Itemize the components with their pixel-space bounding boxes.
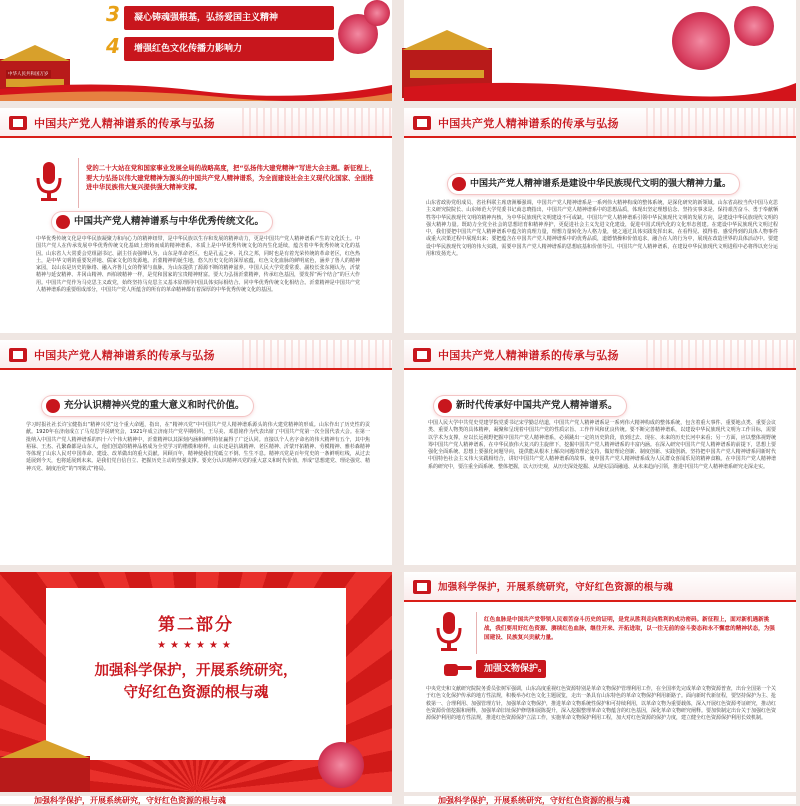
slide-header [404,340,796,370]
section-title-line: 加强科学保护，开展系统研究， [94,663,298,679]
strip-title: 加强科学保护，开展系统研究，守好红色资源的根与魂 [438,796,630,805]
slide-intro-right[interactable] [404,0,796,101]
subheading-badge [42,396,253,416]
party-building-icon [412,115,432,131]
header-pattern [242,108,392,136]
lead-paragraph: 党的二十大站在党和国家事业发展全局的战略高度，把“弘扬伟大建党精神”写进大会主题。新征程上，要大力弘扬以伟大建党精神为源头的中国共产党人精神谱系，为全面建设社会主义现代化国家、全面推进中华民族伟大复兴提供强大精神支撑。 [86,164,376,192]
slide-spirit-strengthens-party[interactable] [0,340,392,565]
subheading-badge [448,174,739,194]
section-title-line: 守好红色资源的根与魂 [123,685,269,701]
slide-header [404,572,796,602]
party-building-icon [412,579,432,595]
pointing-hand-icon [444,660,472,678]
red-wave-decoration [404,77,796,101]
subheading-text: 中国共产党人精神谱系与中华优秀传统文化。 [74,216,265,227]
star-row: ★★★★★★ [157,640,235,651]
body-paragraph: 山东省政协党组成员、省社科联主席唐洲雁强调，中国共产党人精神谱系是一系列伟大精神构成的整体系统，是深化研究的新领域。山东省高校当代中国马克思主义研究院院长、山东师范大学党委书记商志晓指出，中国共产党人精神谱系中的思想品质，体现出坚定理想信念、坚持实事求是、保持艰苦奋斗、勇于奉献牺牲等中华民族现代文明的精神内核，为中华民族现代文明建设不可或缺。中国共产党人精神谱系引领中华民族现代文明的发展方向，是建设中华民族现代文明的强大精神力量。既助力全党全社会的思想培育和精神养护，更促进社会主义先进文化建设，促进中国式现代化的文化形态创建。在建设中华民族现代文明过程中，我们要把中国共产党人精神谱系中蕴含的真理力量，理想力量转化为人格力量，使之通过具体实践发挥出来。在看得见、摸得着、感受得到的具体人物事件或重大决策过程中展现出来；要把蕴含在中国共产党人精神谱系中的优秀品质，道德情操和价值追求，融合在人的行为中，展现在改造世界的具体活动中。要建设中华民族现代文明的伟大实践，需要中国共产党人精神谱系的思想底基和价值导引。中国共产党人精神谱系，在建设中华民族现代文明进程中必将得以充分运用和发扬光大。 [426,200,778,258]
slide-header [0,108,392,138]
slide-header [0,340,392,370]
subheading-text: 中国共产党人精神谱系是建设中华民族现代文明的强大精神力量。 [470,179,732,189]
party-building-icon [8,347,28,363]
divider [78,158,79,208]
gate-illustration [0,732,90,792]
peony-decoration [364,0,390,26]
peony-decoration [318,742,364,788]
red-wave-decoration [0,77,392,101]
party-emblem-icon [46,399,60,413]
slide-title: 中国共产党人精神谱系的传承与弘扬 [34,117,215,130]
slide-new-era-inheritance[interactable] [404,340,796,565]
subheading-banner: 加强文物保护。 [476,660,546,678]
slide-protect-red-resources[interactable] [404,572,796,792]
peony-decoration [672,12,730,70]
microphone-icon [34,160,64,202]
subheading-badge [52,212,272,232]
slide-title: 中国共产党人精神谱系的传承与弘扬 [438,117,619,130]
subheading-badge [434,396,626,416]
slide-strip-right [404,796,796,804]
body-paragraph: 学习时报社社长许宝健指出“精神兴党”这个重大命题，指出，在“精神兴党”中中国共产党人精神谱系源头的伟大建党精神的形成。山东作出了历史性的贡献。1920年在济南成立了马克思学说研究会，1921年成立济南共产党早期组织，王尽美、邓恩铭作为代表出席了中国共产党第一次全国代表大会。在第一批纳入中国共产党人精神谱系的四十六个伟大精神中，沂蒙精神以其深刻内涵和鲜明特征赢得了广泛认同。直接以个人名字命名的伟大精神有五个，其中焦裕禄、王杰、孔繁森都是山东人，他们创造的精神品格成为全党学习的楷模和榜样。山东还是抗战精神、老区精神、沂蒙开拓精神、劳模精神、雅杉森精神等体现了山东人民对中国革命、建设、改革做出的重大贡献。回顾百年，精神使我们党砥立不倒、生生不息。精神兴党是百年党史的一条鲜明红线，从过去延展到今天，也将延展到未来。是我们党自信自立、把握历史主动的坚强支撑。要充分认识精神兴党的重大意义和时代价值，形成“思想建党、理论强党、精神兴党、制度治党”的“四梁式”格局。 [26,422,370,472]
slide-title: 中国共产党人精神谱系的传承与弘扬 [438,349,619,362]
item-pill: 增强红色文化传播力影响力 [124,37,334,61]
slide-spirit-and-culture[interactable] [0,108,392,333]
section-number: 第二部分 [158,615,234,635]
item-pill: 凝心铸魂强根基，弘扬爱国主义精神 [124,6,334,30]
subheading-text: 新时代传承好中国共产党人精神谱系。 [456,400,618,411]
slide-title: 中国共产党人精神谱系的传承与弘扬 [34,349,215,362]
item-number: 3 [106,2,120,26]
body-paragraph: 中华优秀传统文化是中华民族凝聚力和向心力的精神纽带，是中华民族以生存和发展的精神动力，更是中国共产党人精神谱系产生的文化沃土。中国共产党人在传承发展中华优秀传统文化基础上熔铸而成的精神谱系，本质上是中华优秀传统文化的内生化延续，蕴含着中华优秀传统文化的基因。山东省人大常委会党组副书记、副主任丧强峰认为，山东是革命老区，也是孔孟之乡、礼仪之邦，同时也是有着光荣传统的革命老区，红色热土，是中华文明的重要发祥地、儒家文化的发源地。沂蒙精神的诞生地，悠久历史文化的深厚底蕴，红色文化血脉的鲜明底色，涵养了鲁人的精神家园，以山东是历史的脉络、融入齐鲁儿女的脊梁与血脉，为山东提供了源源不断的精神滋养。中国人民大学党委常委、副校长张东刚认为，沂蒙精神与延安精神、井冈山精神、西柏坡精神一样，是党和国家的宝贵精神财富。要大力弘扬沂蒙精神，传承红色基因，要发挥“两个结合”的巨大作用。中国共产党作为马克思主义政党，始终坚持马克思主义基本原理同中国具体实际相结合、同中华优秀传统文化相结合。沂蒙精神是中国共产党人精神谱系的重要组成部分，中国共产党人所蕴含的所有的革命精神都有着深厚的中华优秀传统文化的基因。 [36,236,360,294]
lead-paragraph: 红色血脉是中国共产党带领人民艰苦奋斗历史的证明，是党从胜利走向胜利的成功密码。新征程上，面对新机遇新挑战，我们要用好红色资源、赓续红色血脉，继往开来、开拓进取，以一往无前的奋斗姿态和永不懈怠的精神状态，为强国建设、民族复兴贡献力量。 [484,617,775,641]
slide-spirit-and-civilization[interactable] [404,108,796,333]
slide-section-divider[interactable] [0,572,392,792]
party-emblem-icon [452,177,466,191]
strip-title: 加强科学保护，开展系统研究，守好红色资源的根与魂 [34,796,226,805]
party-emblem-icon [56,215,70,229]
section-card [46,588,346,760]
body-paragraph: 中国人民大学中共党史党建学院党委书记宋学勤总结道，中国共产党人精神谱系是一系列伟大精神构成的整体系统，包含着重大事件、重要地点类、重要会议类、重要人物类的具体精神，凝聚和呈现着中国共产党的性质宗旨、工作作风和优良传统。要不断完善精神谱系，以建设中华民族现代文明为工作目标，需要以学术为支撑，应以长远视野把握中国共产党人精神谱系，必须跳出一定的历史阶段，放到过去、现在、未来的历史长河中来看；另一方面，应以整体视野统筹中国共产党人精神谱系，在中华民族伟大复兴的主旋律下，挖掘中国共产党人精神谱系的丰富内涵。在深入研究中国共产党人精神谱系的前提下，思想上要强化全面系统、思想上要强化问题导向，提供能从根本上解决问题的理论支持，做好理论创新、制度创新、实践创新。坚持把中国共产党人精神谱系同新时代中国特色社会主义伟大实践相结合，讲好中国共产党人精神谱系的故事，使中国共产党人精神谱系成为人民群众喜闻乐见的精神食粮。在中国共产党人精神谱系的研究中，要注重全面系统、整体把握，以大历史观，从历史深处挖掘、从现实层面融通、从未来趋向引领，推进中国共产党人精神谱系研究走深走实。 [428,420,776,470]
slide-intro[interactable] [0,0,392,101]
item-number: 4 [106,34,120,58]
slide-header [404,108,796,138]
header-pattern [646,340,796,368]
party-emblem-icon [438,399,452,413]
slide-title: 加强科学保护，开展系统研究，守好红色资源的根与魂 [438,582,674,593]
header-pattern [646,108,796,136]
subheading-text: 充分认识精神兴党的重大意义和时代价值。 [64,400,245,411]
party-building-icon [412,347,432,363]
divider [476,612,477,654]
party-building-icon [8,115,28,131]
peony-decoration [734,6,774,46]
gate-banner: 中华人民共和国万岁 [8,72,49,77]
body-paragraph: 中央党史和文献研究院院务委员张树军强调，山东高度重视红色资源特别是革命文物保护管理利用工作，在全国率先完成革命文物资源普查，出台全国第一个关于红色文化保护传承的地方性法规，积极举办红色文化主题展览，走出一条具有山东特色的革命文物保护利用新路子。面向新时代新征程，要坚持保护为主、抢救第一、合理利用、加强管理方针，加强革命文物保护，推进革命文物系统性保护和可持续利用，以革命文物为重要载体，深入开展红色资源考证研究，推动红色资源价值挖掘和阐释，加强革命旧址保护修缮和展陈提升，深入挖掘整理革命文物蕴含的红色基因，深化革命文物研究阐释。要加快制定出台关于加强红色资源保护利用的地方性法规，推进红色资源保护立法工作，实施革命文物保护利用工程，加大对红色资源的保护力度，建立健全红色资源保护利用长效机制。 [426,686,777,722]
microphone-icon [434,610,464,652]
section-title [46,660,346,704]
slide-strip-left [0,796,392,804]
header-pattern [242,340,392,368]
